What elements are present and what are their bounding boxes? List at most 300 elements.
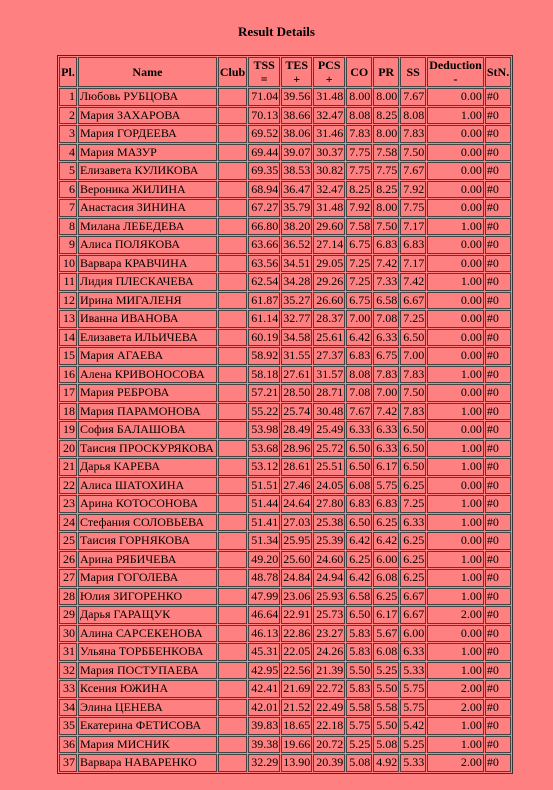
skater-name-cell: Екатерина ФЕТИСОВА	[78, 717, 217, 735]
table-row	[59, 606, 511, 624]
table-row	[59, 754, 511, 772]
skater-name-cell: Мария ПАРАМОНОВА	[78, 403, 217, 421]
skater-name-cell: Мария ГОГОЛЕВА	[78, 569, 217, 587]
ss-cell: 7.50	[400, 384, 426, 402]
club-cell	[218, 366, 247, 384]
skater-name-cell: Арина РЯБИЧЕВА	[78, 551, 217, 569]
stn-cell: #0	[485, 754, 511, 772]
co-cell: 5.75	[346, 717, 372, 735]
deduction-cell: 2.00	[427, 680, 484, 698]
table-row	[59, 736, 511, 754]
skater-name-cell: Элина ЦЕНЕВА	[78, 699, 217, 717]
table-row	[59, 366, 511, 384]
co-cell: 6.42	[346, 532, 372, 550]
tss-cell: 69.52	[248, 125, 280, 143]
club-cell	[218, 736, 247, 754]
pcs-cell: 22.49	[313, 699, 345, 717]
pcs-cell: 28.37	[313, 310, 345, 328]
deduction-cell: 2.00	[427, 754, 484, 772]
tes-cell: 22.91	[281, 606, 312, 624]
stn-cell: #0	[485, 699, 511, 717]
col-ss-header: SS	[400, 57, 426, 87]
pr-cell: 8.00	[373, 125, 399, 143]
ss-cell: 7.83	[400, 125, 426, 143]
club-cell	[218, 754, 247, 772]
table-row	[59, 236, 511, 254]
club-cell	[218, 107, 247, 125]
ss-cell: 6.25	[400, 477, 426, 495]
place-cell: 34	[59, 699, 77, 717]
stn-cell: #0	[485, 199, 511, 217]
stn-cell: #0	[485, 662, 511, 680]
pcs-cell: 29.60	[313, 218, 345, 236]
stn-cell: #0	[485, 606, 511, 624]
pcs-cell: 28.71	[313, 384, 345, 402]
stn-cell: #0	[485, 218, 511, 236]
co-cell: 8.08	[346, 107, 372, 125]
skater-name-cell: Мария РЕБРОВА	[78, 384, 217, 402]
pr-cell: 5.50	[373, 717, 399, 735]
ss-cell: 6.67	[400, 588, 426, 606]
place-cell: 27	[59, 569, 77, 587]
co-cell: 5.25	[346, 736, 372, 754]
table-row	[59, 310, 511, 328]
tes-cell: 28.50	[281, 384, 312, 402]
stn-cell: #0	[485, 88, 511, 106]
pcs-cell: 24.94	[313, 569, 345, 587]
club-cell	[218, 680, 247, 698]
pr-cell: 6.33	[373, 421, 399, 439]
tss-cell: 32.29	[248, 754, 280, 772]
pr-cell: 7.08	[373, 310, 399, 328]
pcs-cell: 25.73	[313, 606, 345, 624]
place-cell: 23	[59, 495, 77, 513]
tes-cell: 22.05	[281, 643, 312, 661]
skater-name-cell: Мария ПОСТУПАЕВА	[78, 662, 217, 680]
co-cell: 6.75	[346, 292, 372, 310]
table-row	[59, 162, 511, 180]
place-cell: 1	[59, 88, 77, 106]
skater-name-cell: Елизавета ИЛЬИЧЕВА	[78, 329, 217, 347]
table-row	[59, 218, 511, 236]
pcs-cell: 27.37	[313, 347, 345, 365]
pcs-cell: 26.60	[313, 292, 345, 310]
stn-cell: #0	[485, 551, 511, 569]
co-cell: 7.58	[346, 218, 372, 236]
place-cell: 12	[59, 292, 77, 310]
place-cell: 10	[59, 255, 77, 273]
pcs-cell: 27.80	[313, 495, 345, 513]
table-row	[59, 107, 511, 125]
place-cell: 7	[59, 199, 77, 217]
stn-cell: #0	[485, 514, 511, 532]
co-cell: 6.50	[346, 458, 372, 476]
results-body	[59, 88, 511, 772]
table-row	[59, 421, 511, 439]
tss-cell: 51.44	[248, 495, 280, 513]
pr-cell: 6.25	[373, 514, 399, 532]
tes-cell: 27.46	[281, 477, 312, 495]
deduction-cell: 1.00	[427, 736, 484, 754]
deduction-cell: 0.00	[427, 310, 484, 328]
pr-cell: 5.75	[373, 477, 399, 495]
stn-cell: #0	[485, 421, 511, 439]
club-cell	[218, 199, 247, 217]
skater-name-cell: Ирина МИГАЛЕНЯ	[78, 292, 217, 310]
skater-name-cell: Юлия ЗИГОРЕНКО	[78, 588, 217, 606]
tss-cell: 61.14	[248, 310, 280, 328]
table-row	[59, 662, 511, 680]
skater-name-cell: Мария ЗАХАРОВА	[78, 107, 217, 125]
co-cell: 6.75	[346, 236, 372, 254]
deduction-cell: 0.00	[427, 144, 484, 162]
pr-cell: 6.08	[373, 569, 399, 587]
pcs-cell: 29.26	[313, 273, 345, 291]
skater-name-cell: Лидия ПЛЕСКАЧЕВА	[78, 273, 217, 291]
pcs-cell: 22.72	[313, 680, 345, 698]
tss-cell: 47.99	[248, 588, 280, 606]
table-row	[59, 551, 511, 569]
co-cell: 5.83	[346, 680, 372, 698]
skater-name-cell: Мария АГАЕВА	[78, 347, 217, 365]
table-row	[59, 643, 511, 661]
table-row	[59, 292, 511, 310]
table-row	[59, 199, 511, 217]
place-cell: 26	[59, 551, 77, 569]
tss-cell: 42.95	[248, 662, 280, 680]
deduction-cell: 1.00	[427, 366, 484, 384]
col-name-header: Name	[78, 57, 217, 87]
club-cell	[218, 125, 247, 143]
tss-cell: 67.27	[248, 199, 280, 217]
co-cell: 6.50	[346, 440, 372, 458]
tss-cell: 66.80	[248, 218, 280, 236]
pr-cell: 7.83	[373, 366, 399, 384]
table-header-row	[59, 57, 511, 87]
pr-cell: 5.25	[373, 662, 399, 680]
pcs-cell: 31.57	[313, 366, 345, 384]
col-tss-header: TSS =	[248, 57, 280, 87]
co-cell: 6.50	[346, 514, 372, 532]
club-cell	[218, 292, 247, 310]
deduction-cell: 0.00	[427, 625, 484, 643]
pr-cell: 7.50	[373, 218, 399, 236]
ss-cell: 7.67	[400, 162, 426, 180]
pr-cell: 8.00	[373, 88, 399, 106]
co-cell: 5.08	[346, 754, 372, 772]
deduction-cell: 1.00	[427, 458, 484, 476]
ss-cell: 7.67	[400, 88, 426, 106]
club-cell	[218, 384, 247, 402]
place-cell: 30	[59, 625, 77, 643]
tes-cell: 28.61	[281, 458, 312, 476]
tss-cell: 42.41	[248, 680, 280, 698]
deduction-cell: 0.00	[427, 181, 484, 199]
tss-cell: 69.35	[248, 162, 280, 180]
deduction-cell: 1.00	[427, 440, 484, 458]
place-cell: 22	[59, 477, 77, 495]
ss-cell: 6.50	[400, 440, 426, 458]
col-pcs-header: PCS +	[313, 57, 345, 87]
deduction-cell: 0.00	[427, 292, 484, 310]
stn-cell: #0	[485, 588, 511, 606]
ss-cell: 5.75	[400, 680, 426, 698]
pcs-cell: 25.38	[313, 514, 345, 532]
table-row	[59, 347, 511, 365]
stn-cell: #0	[485, 625, 511, 643]
stn-cell: #0	[485, 273, 511, 291]
pcs-cell: 25.51	[313, 458, 345, 476]
deduction-cell: 1.00	[427, 218, 484, 236]
tss-cell: 39.38	[248, 736, 280, 754]
place-cell: 16	[59, 366, 77, 384]
ss-cell: 5.42	[400, 717, 426, 735]
tes-cell: 36.47	[281, 181, 312, 199]
table-row	[59, 384, 511, 402]
club-cell	[218, 440, 247, 458]
co-cell: 8.08	[346, 366, 372, 384]
tes-cell: 39.07	[281, 144, 312, 162]
tes-cell: 32.77	[281, 310, 312, 328]
tes-cell: 25.74	[281, 403, 312, 421]
table-row	[59, 403, 511, 421]
tss-cell: 62.54	[248, 273, 280, 291]
deduction-cell: 0.00	[427, 236, 484, 254]
ss-cell: 7.75	[400, 199, 426, 217]
tss-cell: 53.68	[248, 440, 280, 458]
tss-cell: 45.31	[248, 643, 280, 661]
place-cell: 36	[59, 736, 77, 754]
tes-cell: 38.06	[281, 125, 312, 143]
stn-cell: #0	[485, 255, 511, 273]
ss-cell: 7.00	[400, 347, 426, 365]
stn-cell: #0	[485, 162, 511, 180]
stn-cell: #0	[485, 181, 511, 199]
stn-cell: #0	[485, 366, 511, 384]
table-row	[59, 477, 511, 495]
tss-cell: 53.98	[248, 421, 280, 439]
ss-cell: 5.33	[400, 662, 426, 680]
co-cell: 7.92	[346, 199, 372, 217]
place-cell: 11	[59, 273, 77, 291]
place-cell: 24	[59, 514, 77, 532]
tss-cell: 39.83	[248, 717, 280, 735]
place-cell: 20	[59, 440, 77, 458]
co-cell: 6.42	[346, 569, 372, 587]
skater-name-cell: Анастасия ЗИНИНА	[78, 199, 217, 217]
tss-cell: 55.22	[248, 403, 280, 421]
pcs-cell: 32.47	[313, 181, 345, 199]
co-cell: 5.50	[346, 662, 372, 680]
deduction-cell: 1.00	[427, 717, 484, 735]
pr-cell: 4.92	[373, 754, 399, 772]
club-cell	[218, 643, 247, 661]
club-cell	[218, 699, 247, 717]
pcs-cell: 31.48	[313, 88, 345, 106]
pr-cell: 6.08	[373, 643, 399, 661]
deduction-cell: 2.00	[427, 699, 484, 717]
col-place-header: Pl.	[59, 57, 77, 87]
skater-name-cell: Ксения ЮЖИНА	[78, 680, 217, 698]
ss-cell: 6.33	[400, 643, 426, 661]
ss-cell: 7.17	[400, 218, 426, 236]
tss-cell: 63.56	[248, 255, 280, 273]
co-cell: 6.50	[346, 606, 372, 624]
skater-name-cell: Таисия ПРОСКУРЯКОВА	[78, 440, 217, 458]
pr-cell: 7.42	[373, 403, 399, 421]
ss-cell: 7.42	[400, 273, 426, 291]
pcs-cell: 31.48	[313, 199, 345, 217]
stn-cell: #0	[485, 236, 511, 254]
tss-cell: 42.01	[248, 699, 280, 717]
deduction-cell: 1.00	[427, 643, 484, 661]
col-club-header: Club	[218, 57, 247, 87]
club-cell	[218, 88, 247, 106]
stn-cell: #0	[485, 107, 511, 125]
pr-cell: 5.58	[373, 699, 399, 717]
stn-cell: #0	[485, 477, 511, 495]
col-pr-header: PR	[373, 57, 399, 87]
co-cell: 5.83	[346, 643, 372, 661]
table-row	[59, 255, 511, 273]
tes-cell: 28.49	[281, 421, 312, 439]
ss-cell: 6.83	[400, 236, 426, 254]
pcs-cell: 31.46	[313, 125, 345, 143]
pcs-cell: 24.60	[313, 551, 345, 569]
place-cell: 37	[59, 754, 77, 772]
place-cell: 29	[59, 606, 77, 624]
pr-cell: 6.58	[373, 292, 399, 310]
ss-cell: 7.17	[400, 255, 426, 273]
col-co-header: CO	[346, 57, 372, 87]
table-row	[59, 273, 511, 291]
deduction-cell: 0.00	[427, 347, 484, 365]
table-row	[59, 329, 511, 347]
skater-name-cell: Дарья КАРЕВА	[78, 458, 217, 476]
club-cell	[218, 588, 247, 606]
club-cell	[218, 255, 247, 273]
tss-cell: 51.34	[248, 532, 280, 550]
tes-cell: 35.79	[281, 199, 312, 217]
ss-cell: 6.25	[400, 532, 426, 550]
pcs-cell: 25.49	[313, 421, 345, 439]
co-cell: 7.83	[346, 125, 372, 143]
tes-cell: 21.69	[281, 680, 312, 698]
tss-cell: 69.44	[248, 144, 280, 162]
place-cell: 14	[59, 329, 77, 347]
deduction-cell: 1.00	[427, 403, 484, 421]
ss-cell: 7.50	[400, 144, 426, 162]
club-cell	[218, 551, 247, 569]
deduction-cell: 0.00	[427, 384, 484, 402]
tes-cell: 13.90	[281, 754, 312, 772]
deduction-cell: 0.00	[427, 199, 484, 217]
co-cell: 6.08	[346, 477, 372, 495]
club-cell	[218, 495, 247, 513]
place-cell: 8	[59, 218, 77, 236]
page-title: Result Details	[238, 24, 315, 39]
tss-cell: 51.41	[248, 514, 280, 532]
club-cell	[218, 403, 247, 421]
stn-cell: #0	[485, 329, 511, 347]
pr-cell: 6.25	[373, 588, 399, 606]
deduction-cell: 0.00	[427, 532, 484, 550]
co-cell: 7.75	[346, 144, 372, 162]
tss-cell: 60.19	[248, 329, 280, 347]
club-cell	[218, 310, 247, 328]
deduction-cell: 0.00	[427, 255, 484, 273]
skater-name-cell: Дарья ГАРАЩУК	[78, 606, 217, 624]
tes-cell: 31.55	[281, 347, 312, 365]
skater-name-cell: Любовь РУБЦОВА	[78, 88, 217, 106]
deduction-cell: 0.00	[427, 125, 484, 143]
place-cell: 13	[59, 310, 77, 328]
club-cell	[218, 514, 247, 532]
club-cell	[218, 347, 247, 365]
place-cell: 21	[59, 458, 77, 476]
ss-cell: 6.00	[400, 625, 426, 643]
tss-cell: 58.92	[248, 347, 280, 365]
skater-name-cell: Варвара КРАВЧИНА	[78, 255, 217, 273]
tss-cell: 51.51	[248, 477, 280, 495]
co-cell: 7.25	[346, 255, 372, 273]
tes-cell: 25.60	[281, 551, 312, 569]
tes-cell: 25.95	[281, 532, 312, 550]
pr-cell: 6.33	[373, 329, 399, 347]
tes-cell: 34.28	[281, 273, 312, 291]
ss-cell: 8.08	[400, 107, 426, 125]
tes-cell: 22.56	[281, 662, 312, 680]
pcs-cell: 20.72	[313, 736, 345, 754]
club-cell	[218, 329, 247, 347]
co-cell: 6.25	[346, 551, 372, 569]
table-row	[59, 588, 511, 606]
tes-cell: 23.06	[281, 588, 312, 606]
pcs-cell: 20.39	[313, 754, 345, 772]
table-row	[59, 144, 511, 162]
co-cell: 8.25	[346, 181, 372, 199]
pcs-cell: 25.93	[313, 588, 345, 606]
club-cell	[218, 236, 247, 254]
pcs-cell: 21.39	[313, 662, 345, 680]
tes-cell: 24.84	[281, 569, 312, 587]
tss-cell: 46.13	[248, 625, 280, 643]
pr-cell: 7.33	[373, 273, 399, 291]
co-cell: 8.00	[346, 88, 372, 106]
place-cell: 31	[59, 643, 77, 661]
tes-cell: 24.64	[281, 495, 312, 513]
place-cell: 33	[59, 680, 77, 698]
co-cell: 7.75	[346, 162, 372, 180]
club-cell	[218, 606, 247, 624]
table-row	[59, 514, 511, 532]
tss-cell: 71.04	[248, 88, 280, 106]
deduction-cell: 2.00	[427, 606, 484, 624]
ss-cell: 6.50	[400, 329, 426, 347]
pr-cell: 6.17	[373, 458, 399, 476]
pcs-cell: 30.82	[313, 162, 345, 180]
pcs-cell: 24.26	[313, 643, 345, 661]
skater-name-cell: Варвара НАВАРЕНКО	[78, 754, 217, 772]
club-cell	[218, 662, 247, 680]
skater-name-cell: Стефания СОЛОВЬЕВА	[78, 514, 217, 532]
place-cell: 18	[59, 403, 77, 421]
table-row	[59, 625, 511, 643]
ss-cell: 5.75	[400, 699, 426, 717]
tss-cell: 49.20	[248, 551, 280, 569]
skater-name-cell: Мария МИСНИК	[78, 736, 217, 754]
table-row	[59, 88, 511, 106]
